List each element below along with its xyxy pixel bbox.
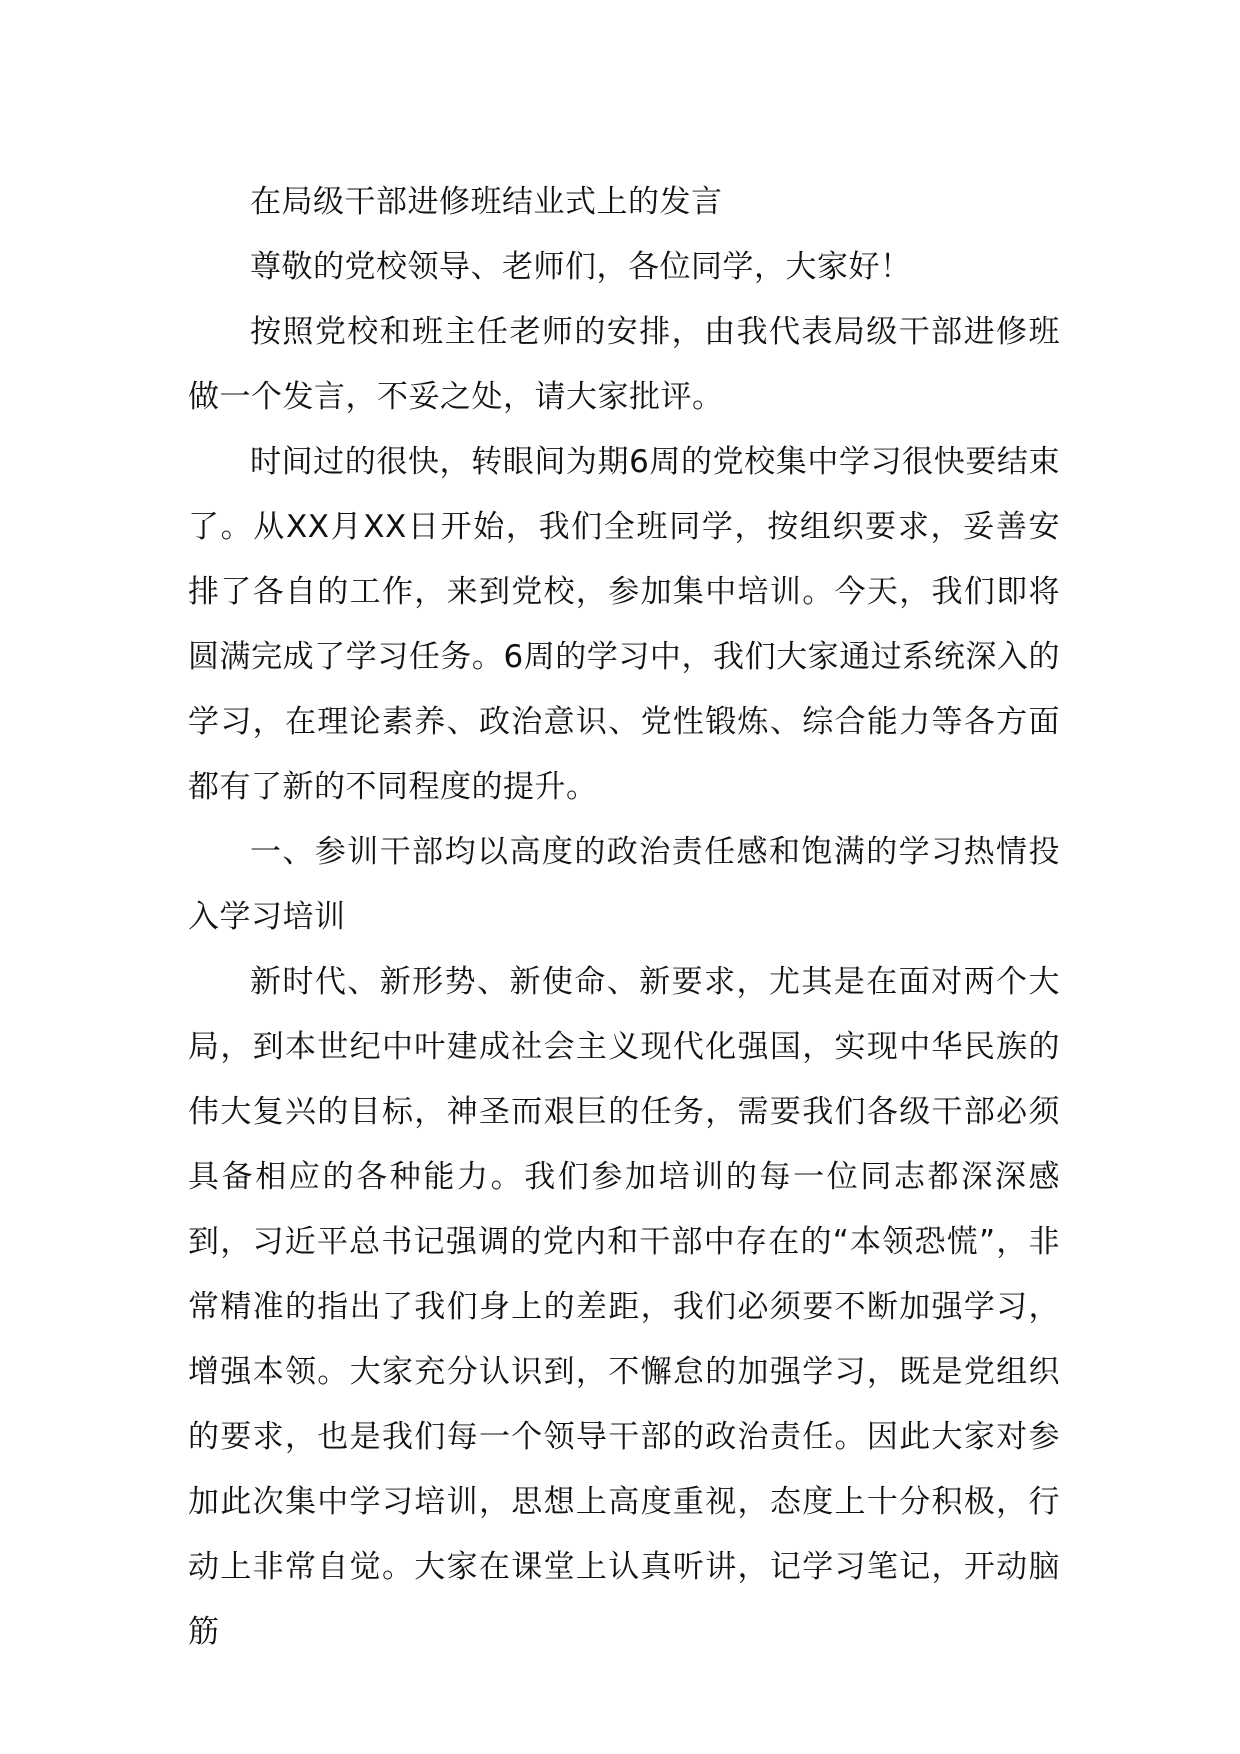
paragraph-intro: 按照党校和班主任老师的安排，由我代表局级干部进修班做一个发言，不妥之处，请大家批评。 xyxy=(188,314,1060,415)
paragraph-overview: 时间过的很快，转眼间为期6周的党校集中学习很快要结束了。从XX月XX日开始，我们全班同学，按组织要求，妥善安排了各自的工作，来到党校，参加集中培训。今天，我们即将圆满完成了学习任务。6周的学习中，我们大家通过系统深入的学习，在理论素养、政治意识、党性锻炼、综合能力等各方面都有了新的不同程度的提升。 xyxy=(188,444,1060,805)
document-body xyxy=(188,170,1060,1665)
paragraph-section-1-body: 新时代、新形势、新使命、新要求，尤其是在面对两个大局，到本世纪中叶建成社会主义现代化强国，实现中华民族的伟大复兴的目标，神圣而艰巨的任务，需要我们各级干部必须具备相应的各种能力。我们参加培训的每一位同志都深深感到，习近平总书记强调的党内和干部中存在的“本领恐慌”，非常精准的指出了我们身上的差距，我们必须要不断加强学习，增强本领。大家充分认识到，不懈怠的加强学习，既是党组织的要求，也是我们每一个领导干部的政治责任。因此大家对参加此次集中学习培训，思想上高度重视，态度上十分积极，行动上非常自觉。大家在课堂上认真听讲，记学习笔记，开动脑筋 xyxy=(188,964,1060,1650)
paragraph-greeting: 尊敬的党校领导、老师们，各位同学，大家好！ xyxy=(250,249,912,285)
section-heading-1: 一、参训干部均以高度的政治责任感和饱满的学习热情投入学习培训 xyxy=(188,834,1060,935)
document-title: 在局级干部进修班结业式上的发言 xyxy=(250,184,723,220)
